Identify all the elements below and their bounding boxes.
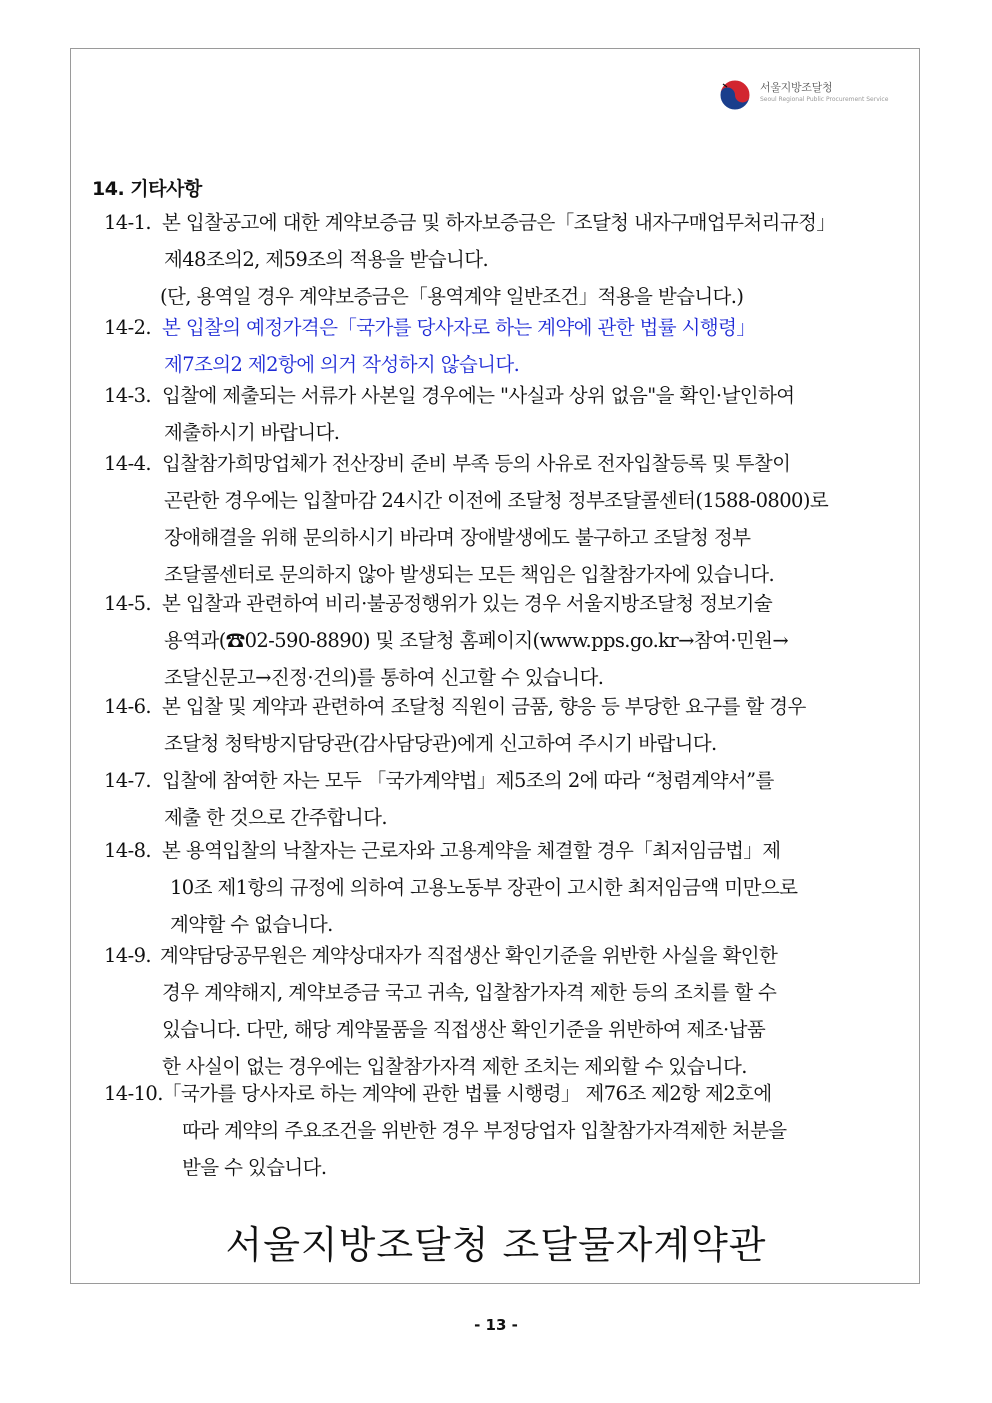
item-line: 용역과(☎02-590-8890) 및 조달청 홈페이지(www.pps.go.kr→참여·민원→ (164, 629, 789, 652)
item-number: 14-10. (104, 1082, 163, 1105)
item-line: 조달콜센터로 문의하지 않아 발생되는 모든 책임은 입찰참가자에 있습니다. (164, 563, 775, 586)
item-number: 14-9. (104, 944, 152, 967)
item-line: 본 용역입찰의 낙찰자는 근로자와 고용계약을 체결할 경우「최저임금법」제 (162, 839, 781, 862)
page-number: - 13 - (474, 1316, 518, 1334)
taegeuk-emblem-icon (718, 78, 752, 112)
item-line: 조달청 청탁방지담당관(감사담당관)에게 신고하여 주시기 바랍니다. (164, 732, 717, 755)
item-line: 한 사실이 없는 경우에는 입찰참가자격 제한 조치는 제외할 수 있습니다. (162, 1055, 747, 1078)
logo-org-name: 서울지방조달청 (760, 81, 833, 94)
item-number: 14-8. (104, 839, 152, 862)
item-line: 제48조의2, 제59조의 적용을 받습니다. (164, 248, 489, 271)
item-line: 곤란한 경우에는 입찰마감 24시간 이전에 조달청 정부조달콜센터(1588-0800)로 (164, 489, 829, 512)
item-number: 14-5. (104, 592, 152, 615)
item-line: 입찰에 제출되는 서류가 사본일 경우에는 "사실과 상위 없음"을 확인·날인하여 (162, 384, 795, 407)
item-line: 조달신문고→진정·건의)를 통하여 신고할 수 있습니다. (164, 666, 604, 689)
item-line-highlight: 본 입찰의 예정가격은「국가를 당사자로 하는 계약에 관한 법률 시행령」 (162, 316, 756, 339)
item-number: 14-3. (104, 384, 152, 407)
item-number: 14-6. (104, 695, 152, 718)
item-line: 본 입찰공고에 대한 계약보증금 및 하자보증금은「조달청 내자구매업무처리규정」 (162, 211, 836, 234)
item-line: 제출하시기 바랍니다. (164, 421, 340, 444)
item-line: 본 입찰과 관련하여 비리·불공정행위가 있는 경우 서울지방조달청 정보기술 (162, 592, 773, 615)
item-line: 경우 계약해지, 계약보증금 국고 귀속, 입찰참가자격 제한 등의 조치를 할 수 (162, 981, 777, 1004)
item-line: 따라 계약의 주요조건을 위반한 경우 부정당업자 입찰참가자격제한 처분을 (182, 1119, 787, 1142)
section-title: 14. 기타사항 (92, 178, 202, 200)
item-line-highlight: 제7조의2 제2항에 의거 작성하지 않습니다. (164, 353, 520, 376)
item-line: 계약할 수 없습니다. (170, 913, 333, 936)
pps-logo (718, 76, 898, 116)
item-line: 계약담당공무원은 계약상대자가 직접생산 확인기준을 위반한 사실을 확인한 (160, 944, 778, 967)
item-line: 입찰에 참여한 자는 모두 「국가계약법」제5조의 2에 따라 “청렴계약서”를 (162, 769, 774, 792)
item-line: 있습니다. 다만, 해당 계약물품을 직접생산 확인기준을 위반하여 제조·납품 (162, 1018, 766, 1041)
item-line: (단, 용역일 경우 계약보증금은「용역계약 일반조건」적용을 받습니다.) (160, 285, 744, 308)
logo-org-subtitle: Seoul Regional Public Procurement Service (760, 96, 889, 103)
item-number: 14-2. (104, 316, 152, 339)
item-number: 14-7. (104, 769, 152, 792)
item-number: 14-1. (104, 211, 152, 234)
item-line: 받을 수 있습니다. (182, 1156, 327, 1179)
item-line: 10조 제1항의 규정에 의하여 고용노동부 장관이 고시한 최저임금액 미만으로 (170, 876, 798, 899)
item-line: 장애해결을 위해 문의하시기 바라며 장애발생에도 불구하고 조달청 정부 (164, 526, 751, 549)
item-line: 「국가를 당사자로 하는 계약에 관한 법률 시행령」 제76조 제2항 제2호에 (162, 1082, 772, 1105)
item-line: 본 입찰 및 계약과 관련하여 조달청 직원이 금품, 향응 등 부당한 요구를 할 경우 (162, 695, 806, 718)
item-line: 입찰참가희망업체가 전산장비 준비 부족 등의 사유로 전자입찰등록 및 투찰이 (162, 452, 791, 475)
signature-title: 서울지방조달청 조달물자계약관 (225, 1223, 767, 1267)
item-number: 14-4. (104, 452, 152, 475)
item-line: 제출 한 것으로 간주합니다. (164, 806, 388, 829)
